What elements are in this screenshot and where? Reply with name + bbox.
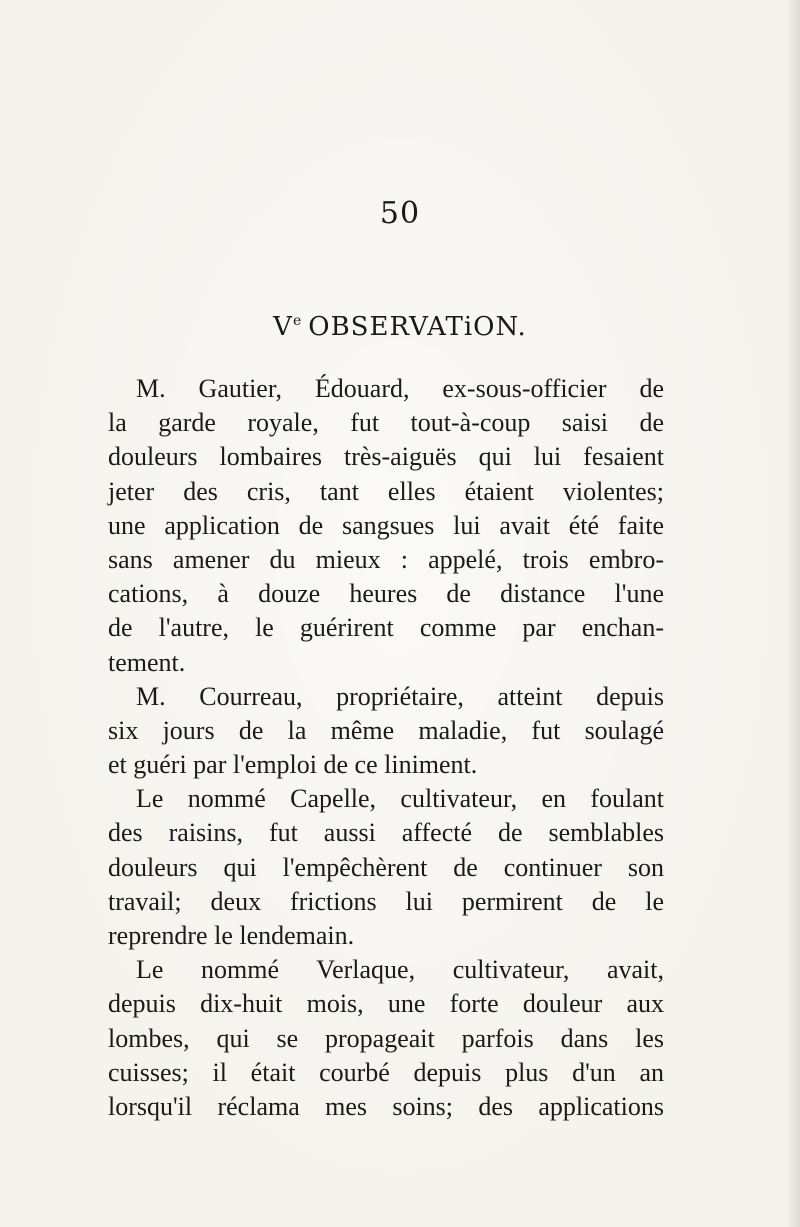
page-edge-shadow [786,0,800,1227]
text-line: M. Courreau, propriétaire, atteint depuis [136,681,664,711]
text-line: cations, à douze heures de distance l'une [108,579,664,609]
text-line: tement. [108,647,186,677]
text-line: une application de sangsues lui avait été faite [108,510,664,540]
text-line: jeter des cris, tant elles étaient violentes; [108,476,664,506]
text-line: reprendre le lendemain. [108,921,355,950]
text-line: sans amener du mieux : appelé, trois embro- [108,544,664,574]
text-line: et guéri par l'emploi de ce liniment. [108,750,478,780]
text-line: travail; deux frictions lui permirent de le [108,886,664,916]
text-line: Le nommé Verlaque, cultivateur, avait, [136,955,664,985]
body-text [108,372,664,1124]
text-line: M. Gautier, Édouard, ex-sous-officier de [136,374,664,403]
text-line: des raisins, fut aussi affecté de semblables [108,818,664,848]
heading-superscript: e [292,313,303,329]
text-line: la garde royale, fut tout-à-coup saisi de [108,408,664,438]
text-line: de l'autre, le guérirent comme par enchan- [108,613,664,643]
text-line: depuis dix-huit mois, une forte douleur aux [108,989,664,1019]
text-line: douleurs qui l'empêchèrent de continuer son [108,852,664,882]
text-line: six jours de la même maladie, fut soulagé [108,715,664,745]
text-line: Le nommé Capelle, cultivateur, en foulant [136,784,664,814]
text-line: cuisses; il était courbé depuis plus d'un an [108,1057,664,1087]
text-line: lombes, qui se propageait parfois dans les [108,1023,664,1053]
text-line: douleurs lombaires très-aiguës qui lui fesaient [108,442,664,472]
heading-numeral: V [273,312,293,342]
section-heading [0,312,800,342]
text-line: lorsqu'il réclama mes soins; des applications [108,1091,664,1121]
page-number: 50 [379,196,421,231]
heading-title: OBSERVATiON. [308,312,527,342]
